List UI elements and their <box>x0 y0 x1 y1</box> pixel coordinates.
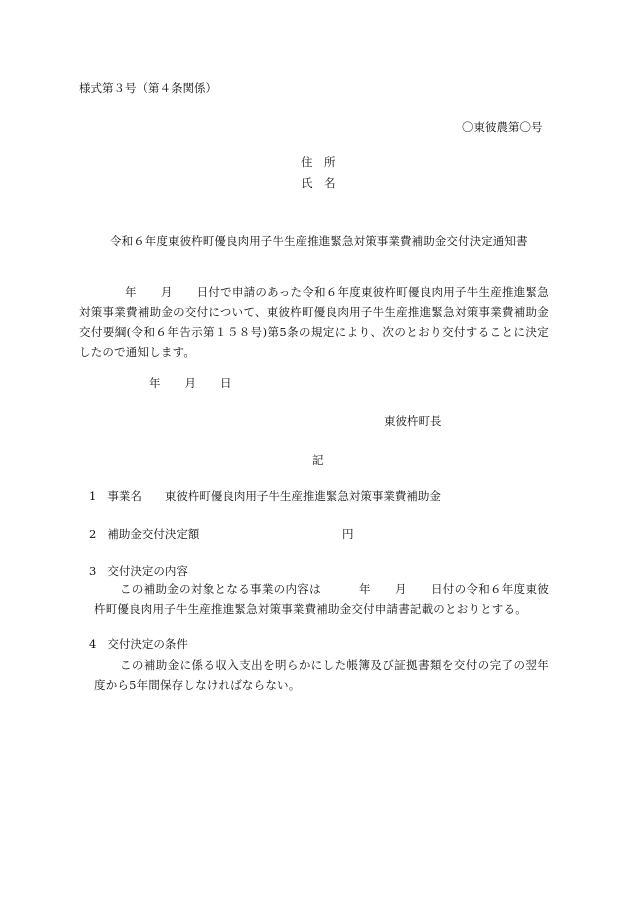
ki-heading: 記 <box>312 453 324 467</box>
document-title: 令和６年度東彼杵町優良肉用子牛生産推進緊急対策事業費補助金交付決定通知書 <box>110 234 528 248</box>
grant-amount-unit: 円 <box>342 527 354 541</box>
intro-text: 日付で申請のあった令和６年度東彼杵町優良肉用子牛生産推進緊急対策事業費補助金の交付について、東彼杵町優良肉用子牛生産推進緊急対策事業費補助金交付要綱(令和６年告示第１５８号)第5条の規定により、次のとおり交付することに決定したので通知します。 <box>79 285 550 359</box>
intro-month: 月 <box>160 285 173 299</box>
section-number: 4 <box>89 637 97 651</box>
section-4-heading <box>89 639 188 651</box>
date-line <box>149 378 232 390</box>
section-label: 交付決定の内容 <box>107 564 188 578</box>
form-number: 様式第３号（第４条関係） <box>79 81 217 95</box>
section-4-body <box>94 655 549 695</box>
date-month: 月 <box>184 376 196 390</box>
section-label: 交付決定の条件 <box>107 637 188 651</box>
section-3-suffix: 日付の令和６年度東彼杵町優良肉用子牛生産推進緊急対策事業費補助金交付申請書記載のとおりとする。 <box>94 582 550 616</box>
intro-paragraph <box>79 282 549 362</box>
section-label: 事業名 <box>107 489 142 503</box>
intro-year: 年 <box>125 285 137 299</box>
section-value: 東彼杵町優良肉用子牛生産推進緊急対策事業費補助金 <box>164 489 441 503</box>
section-2 <box>89 529 199 541</box>
name-label: 氏 名 <box>301 176 336 190</box>
section-3-body <box>94 579 549 619</box>
section-3-prefix: この補助金の対象となる事業の内容は <box>120 582 321 596</box>
date-year: 年 <box>149 376 161 390</box>
document-number: 〇東彼農第〇号 <box>462 120 543 134</box>
section-3-month: 月 <box>394 582 407 596</box>
section-4-text: この補助金に係る収入支出を明らかにした帳簿及び証拠書類を交付の完了の翌年度から5年間保存しなければならない。 <box>94 658 549 692</box>
section-1 <box>89 491 441 503</box>
section-number: 3 <box>89 564 97 578</box>
date-day: 日 <box>220 376 232 390</box>
issuer: 東彼杵町長 <box>384 414 442 428</box>
address-label: 住 所 <box>301 155 336 169</box>
section-3-heading <box>89 566 188 578</box>
section-label: 補助金交付決定額 <box>107 527 200 541</box>
section-3-year: 年 <box>358 582 371 596</box>
section-number: 1 <box>89 489 97 503</box>
section-number: 2 <box>89 527 97 541</box>
